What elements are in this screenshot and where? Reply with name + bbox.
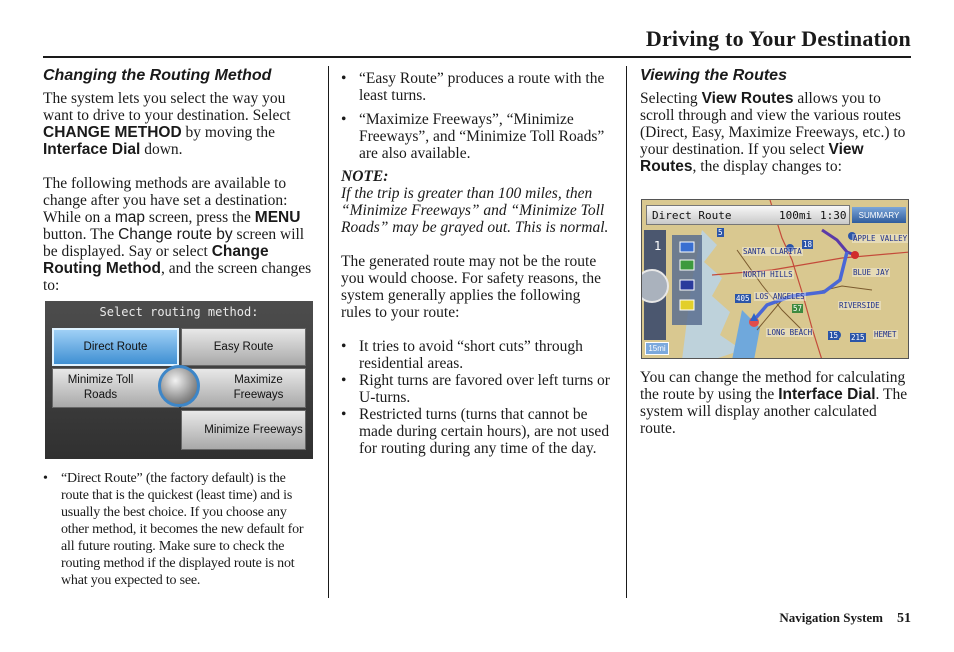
easy-route-button[interactable]: Easy Route — [181, 328, 306, 366]
highway-shield-icon: 405 — [736, 294, 750, 303]
summary-button[interactable]: SUMMARY — [852, 207, 906, 223]
footer-section: Navigation System — [779, 610, 883, 625]
view-routes-paragraph: Selecting View Routes allows you to scroll through and view the various routes (Direct, Easy, Maximize Freeways, etc.) to your destination. If you select View Routes, the display changes to: — [640, 90, 906, 175]
map-place-label: LONG BEACH — [767, 328, 813, 337]
direct-route-button[interactable]: Direct Route — [52, 328, 179, 366]
route-name: Direct Route — [652, 209, 732, 222]
header-rule — [43, 56, 911, 58]
map-place-label: RIVERSIDE — [839, 301, 880, 310]
right-column — [640, 66, 912, 175]
section-heading: Changing the Routing Method — [43, 67, 272, 84]
map-route-number: 1 — [654, 239, 662, 253]
routing-method-screen — [45, 301, 313, 459]
middle-column — [341, 70, 613, 457]
list-item: • Restricted turns (turns that cannot be made during certain hours), are not used for routing during any time of the day. — [341, 406, 613, 457]
map-place-label: SANTA CLARITA — [743, 247, 802, 256]
column-divider — [328, 66, 329, 598]
routing-rules-paragraph: The generated route may not be the route you would choose. For safety reasons, the system generally applies the following rules to your route: — [341, 253, 602, 321]
note-heading: NOTE: — [341, 168, 389, 185]
highway-shield-icon: 18 — [803, 240, 813, 249]
list-item: • Right turns are favored over left turns or U-turns. — [341, 372, 613, 406]
maximize-freeways-button[interactable]: Maximize Freeways — [181, 368, 306, 408]
route-distance: 100mi — [779, 209, 813, 222]
page-number: 51 — [897, 611, 911, 626]
intro-paragraph: The system lets you select the way you want to drive to your destination. Select CHANGE METHOD by moving the Interface Dial down. — [43, 90, 291, 158]
highway-shield-icon: 57 — [793, 304, 803, 313]
section-heading: Viewing the Routes — [640, 67, 787, 84]
map-scale: 15mi — [645, 342, 669, 355]
route-time: 1:30 — [820, 209, 847, 222]
minimize-freeways-button[interactable]: Minimize Freeways — [181, 410, 306, 450]
list-item: • It tries to avoid “short cuts” through residential areas. — [341, 338, 613, 372]
map-place-label: HEMET — [874, 330, 897, 339]
list-item: • “Easy Route” produces a route with the least turns. — [341, 70, 613, 104]
minimize-toll-roads-button[interactable]: Minimize Toll Roads — [52, 368, 179, 408]
list-item: • “Maximize Freeways”, “Minimize Freeways”, and “Minimize Toll Roads” are also available. — [341, 111, 613, 162]
left-column — [43, 66, 315, 294]
map-place-label: LOS ANGELES — [755, 292, 805, 301]
column-divider — [626, 66, 627, 598]
highway-shield-icon: 215 — [851, 333, 865, 342]
map-place-label: NORTH HILLS — [743, 270, 793, 279]
route-info-bar — [646, 205, 850, 225]
page-title: Driving to Your Destination — [645, 26, 911, 51]
change-method-paragraph: You can change the method for calculating the route by using the Interface Dial. The system will display another calculated route. — [640, 369, 908, 437]
note-text: If the trip is greater than 100 miles, then “Minimize Freeways” and “Minimize Toll Roads” may be grayed out. This is normal. — [341, 185, 609, 236]
screen-title: Select routing method: — [99, 305, 259, 319]
map-place-label: BLUE JAY — [853, 268, 890, 277]
list-item: • “Direct Route” (the factory default) is the route that is the quickest (least time) and is usually the best choice. If you choose any other method, it becomes the new default for all future routing. Make sure to check the routing method if the displayed route is not what you expected to see. — [43, 470, 315, 589]
highway-shield-icon: 5 — [718, 228, 723, 237]
interface-dial-icon — [158, 365, 200, 407]
page-footer — [779, 610, 911, 627]
right-column-bottom — [640, 369, 912, 437]
highway-shield-icon: 15 — [829, 331, 839, 340]
methods-paragraph: The following methods are available to change after you have set a destination: While on a map screen, press the MENU button. The Change route by screen will be displayed. Say or select Change Routing Method, and the screen changes to: — [43, 175, 312, 294]
left-bullets — [43, 470, 315, 589]
map-place-label: APPLE VALLEY — [853, 234, 908, 243]
view-routes-map-screen — [641, 199, 909, 359]
